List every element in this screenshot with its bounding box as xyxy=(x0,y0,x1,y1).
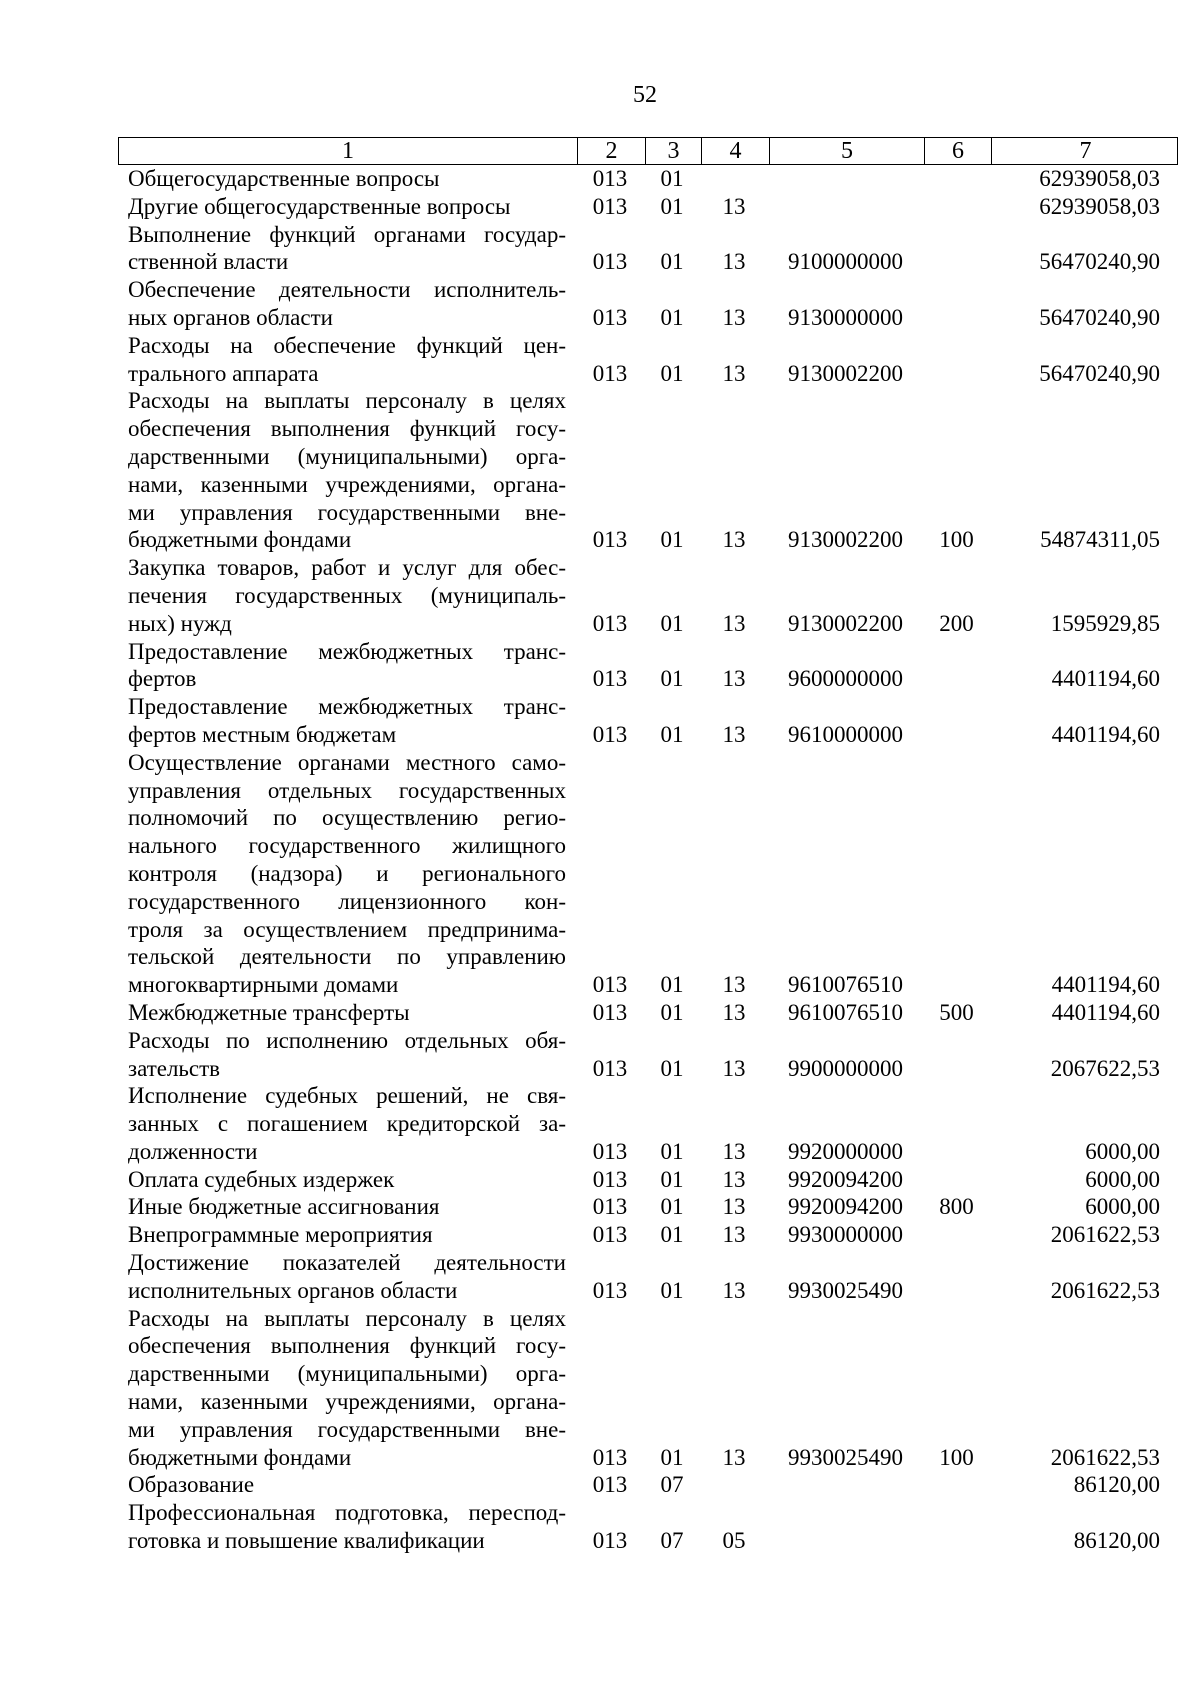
cell-col-5: 9920000000 xyxy=(788,1138,903,1164)
row-name-line: трального аппарата xyxy=(128,360,319,386)
row-name-line: Оплата судебных издержек xyxy=(128,1166,395,1192)
cell-col-6: 100 xyxy=(939,1444,974,1470)
cell-col-2: 013 xyxy=(592,1444,628,1470)
cell-col-7: 6000,00 xyxy=(1085,1166,1160,1192)
cell-col-4: 13 xyxy=(722,249,746,275)
row-name-line: Общегосударственные вопросы xyxy=(128,166,440,191)
row-name-line: Расходы на выплаты персоналу в целях xyxy=(128,1305,566,1331)
table-row xyxy=(118,332,1178,388)
table-row xyxy=(118,1221,1178,1249)
cell-col-2: 013 xyxy=(592,1194,628,1220)
row-name xyxy=(118,1499,576,1555)
row-name xyxy=(118,1305,576,1472)
cell-col-2: 013 xyxy=(592,610,628,636)
row-name-line: печения государственных (муниципаль- xyxy=(128,582,566,608)
row-name xyxy=(118,276,576,332)
row-name-line: исполнительных органов области xyxy=(128,1277,458,1303)
cell-col-7: 62939058,03 xyxy=(1039,166,1160,191)
cell-col-7: 62939058,03 xyxy=(1039,193,1160,219)
cell-col-5: 9900000000 xyxy=(788,1055,903,1081)
cell-col-4: 13 xyxy=(722,666,746,692)
cell-col-3: 01 xyxy=(660,166,684,191)
cell-col-7: 6000,00 xyxy=(1085,1138,1160,1164)
row-name-line: Расходы на выплаты персоналу в целях xyxy=(128,388,566,414)
cell-col-7: 56470240,90 xyxy=(1039,360,1160,386)
row-name-line: Обеспечение деятельности исполнитель- xyxy=(128,277,566,303)
row-name-line: нального государственного жилищного xyxy=(128,833,566,859)
cell-col-2: 013 xyxy=(592,249,628,275)
row-name xyxy=(118,1471,576,1499)
cell-col-2: 013 xyxy=(592,721,628,747)
cell-col-4: 13 xyxy=(722,1277,746,1303)
row-name-line: Межбюджетные трансферты xyxy=(128,999,410,1025)
table-row xyxy=(118,165,1178,193)
cell-col-4: 13 xyxy=(722,999,746,1025)
row-name-line: нами, казенными учреждениями, органа- xyxy=(128,471,566,497)
table-row xyxy=(118,638,1178,694)
cell-col-2: 013 xyxy=(592,1138,628,1164)
row-name-line: обеспечения выполнения функций госу- xyxy=(128,1333,566,1359)
cell-col-2: 013 xyxy=(592,1277,628,1303)
cell-col-4: 13 xyxy=(722,610,746,636)
row-name-line: дарственными (муниципальными) орга- xyxy=(128,1361,566,1387)
cell-col-4: 05 xyxy=(722,1528,746,1554)
row-name-line: тельской деятельности по управлению xyxy=(128,944,566,970)
cell-col-2: 013 xyxy=(592,999,628,1025)
table-row xyxy=(118,1499,1178,1555)
table-row xyxy=(118,1471,1178,1499)
row-name xyxy=(118,693,576,749)
row-name xyxy=(118,554,576,637)
table-header xyxy=(118,137,1178,165)
cell-col-6: 200 xyxy=(939,610,974,636)
budget-table xyxy=(118,137,1178,1555)
table-row xyxy=(118,554,1178,637)
table-row xyxy=(118,1082,1178,1165)
cell-col-5: 9610076510 xyxy=(788,972,903,998)
cell-col-4: 13 xyxy=(722,1166,746,1192)
cell-col-4: 13 xyxy=(722,972,746,998)
table-body xyxy=(118,165,1178,1555)
row-name xyxy=(118,1166,576,1194)
row-name-line: Осуществление органами местного само- xyxy=(128,749,566,775)
row-name-line: фертов xyxy=(128,666,197,692)
cell-col-6: 100 xyxy=(939,527,974,553)
row-name xyxy=(118,332,576,388)
row-name xyxy=(118,1221,576,1249)
cell-col-3: 01 xyxy=(660,193,684,219)
cell-col-4: 13 xyxy=(722,1138,746,1164)
cell-col-5: 9930025490 xyxy=(788,1277,903,1303)
row-name-line: контроля (надзора) и регионального xyxy=(128,860,566,886)
cell-col-2: 013 xyxy=(592,1472,628,1498)
row-name-line: государственного лицензионного кон- xyxy=(128,888,566,914)
row-name-line: фертов местным бюджетам xyxy=(128,721,397,747)
table-row xyxy=(118,193,1178,221)
row-name xyxy=(118,1082,576,1165)
cell-col-3: 01 xyxy=(660,1055,684,1081)
cell-col-7: 2061622,53 xyxy=(1050,1444,1160,1470)
cell-col-5: 9930000000 xyxy=(788,1222,903,1248)
cell-col-7: 4401194,60 xyxy=(1051,666,1160,692)
row-name-line: ми управления государственными вне- xyxy=(128,499,566,525)
cell-col-3: 01 xyxy=(660,1166,684,1192)
row-name-line: ственной власти xyxy=(128,249,289,275)
row-name-line: Иные бюджетные ассигнования xyxy=(128,1194,440,1220)
header-col-3: 3 xyxy=(645,138,701,165)
cell-col-5: 9130000000 xyxy=(788,304,903,330)
table-row xyxy=(118,1305,1178,1472)
table-row xyxy=(118,1027,1178,1083)
cell-col-3: 07 xyxy=(660,1472,684,1498)
cell-col-3: 01 xyxy=(660,1444,684,1470)
cell-col-4: 13 xyxy=(722,304,746,330)
cell-col-5: 9600000000 xyxy=(788,666,903,692)
cell-col-4: 13 xyxy=(722,360,746,386)
row-name-line: бюджетными фондами xyxy=(128,527,352,553)
cell-col-3: 01 xyxy=(660,304,684,330)
cell-col-3: 01 xyxy=(660,610,684,636)
cell-col-7: 4401194,60 xyxy=(1051,999,1160,1025)
row-name-line: троля за осуществлением предпринима- xyxy=(128,916,566,942)
row-name xyxy=(118,193,576,221)
row-name xyxy=(118,165,576,193)
cell-col-3: 07 xyxy=(660,1528,684,1554)
cell-col-5: 9610000000 xyxy=(788,721,903,747)
cell-col-6: 800 xyxy=(939,1194,974,1220)
row-name-line: ми управления государственными вне- xyxy=(128,1416,566,1442)
cell-col-2: 013 xyxy=(592,1528,628,1554)
cell-col-3: 01 xyxy=(660,1138,684,1164)
cell-col-2: 013 xyxy=(592,1222,628,1248)
cell-col-7: 2061622,53 xyxy=(1050,1222,1160,1248)
table-row xyxy=(118,1193,1178,1221)
row-name-line: готовка и повышение квалификации xyxy=(128,1528,485,1554)
cell-col-3: 01 xyxy=(660,972,684,998)
row-name xyxy=(118,999,576,1027)
cell-col-7: 86120,00 xyxy=(1073,1472,1160,1498)
header-col-2: 2 xyxy=(577,138,645,165)
page-number: 52 xyxy=(633,82,657,108)
cell-col-7: 4401194,60 xyxy=(1051,721,1160,747)
cell-col-4: 13 xyxy=(722,721,746,747)
row-name-line: занных с погашением кредиторской за- xyxy=(128,1111,566,1137)
row-name xyxy=(118,221,576,277)
cell-col-5: 9610076510 xyxy=(788,999,903,1025)
cell-col-5: 9130002200 xyxy=(788,527,903,553)
table-row xyxy=(118,387,1178,554)
header-col-6: 6 xyxy=(924,138,991,165)
cell-col-7: 54874311,05 xyxy=(1040,527,1160,553)
cell-col-7: 56470240,90 xyxy=(1039,249,1160,275)
cell-col-5: 9130002200 xyxy=(788,360,903,386)
row-name xyxy=(118,749,576,999)
header-col-7: 7 xyxy=(991,138,1179,165)
cell-col-6: 500 xyxy=(939,999,974,1025)
row-name xyxy=(118,387,576,554)
row-name-line: обеспечения выполнения функций госу- xyxy=(128,416,566,442)
cell-col-2: 013 xyxy=(592,972,628,998)
cell-col-7: 56470240,90 xyxy=(1039,304,1160,330)
table-row xyxy=(118,693,1178,749)
row-name-line: Выполнение функций органами государ- xyxy=(128,221,566,247)
row-name xyxy=(118,1027,576,1083)
row-name-line: полномочий по осуществлению регио- xyxy=(128,805,566,831)
cell-col-5: 9130002200 xyxy=(788,610,903,636)
row-name xyxy=(118,638,576,694)
cell-col-2: 013 xyxy=(592,1166,628,1192)
row-name-line: бюджетными фондами xyxy=(128,1444,352,1470)
row-name-line: Внепрограммные мероприятия xyxy=(128,1222,433,1248)
cell-col-2: 013 xyxy=(592,1055,628,1081)
header-col-4: 4 xyxy=(701,138,769,165)
cell-col-7: 6000,00 xyxy=(1085,1194,1160,1220)
table-row xyxy=(118,1166,1178,1194)
cell-col-3: 01 xyxy=(660,249,684,275)
cell-col-2: 013 xyxy=(592,193,628,219)
cell-col-4: 13 xyxy=(722,1444,746,1470)
cell-col-2: 013 xyxy=(592,527,628,553)
cell-col-5: 9100000000 xyxy=(788,249,903,275)
row-name-line: Закупка товаров, работ и услуг для обес- xyxy=(128,555,566,581)
cell-col-7: 1595929,85 xyxy=(1050,610,1160,636)
cell-col-3: 01 xyxy=(660,360,684,386)
row-name-line: управления отдельных государственных xyxy=(128,777,566,803)
row-name-line: Расходы на обеспечение функций цен- xyxy=(128,332,566,358)
table-row xyxy=(118,1249,1178,1305)
cell-col-4: 13 xyxy=(722,1222,746,1248)
cell-col-7: 4401194,60 xyxy=(1051,972,1160,998)
cell-col-3: 01 xyxy=(660,999,684,1025)
cell-col-2: 013 xyxy=(592,166,628,191)
cell-col-4: 13 xyxy=(722,193,746,219)
cell-col-3: 01 xyxy=(660,527,684,553)
row-name-line: ных) нужд xyxy=(128,610,232,636)
cell-col-3: 01 xyxy=(660,1277,684,1303)
row-name-line: Профессиональная подготовка, переспод- xyxy=(128,1500,566,1526)
cell-col-3: 01 xyxy=(660,1222,684,1248)
row-name-line: зательств xyxy=(128,1055,221,1081)
row-name-line: ных органов области xyxy=(128,304,333,330)
cell-col-3: 01 xyxy=(660,721,684,747)
cell-col-5: 9920094200 xyxy=(788,1166,903,1192)
table-row xyxy=(118,276,1178,332)
row-name-line: Предоставление межбюджетных транс- xyxy=(128,694,566,720)
cell-col-4: 13 xyxy=(722,1194,746,1220)
row-name-line: Исполнение судебных решений, не свя- xyxy=(128,1083,566,1109)
row-name-line: многоквартирными домами xyxy=(128,972,399,998)
row-name xyxy=(118,1249,576,1305)
header-col-1: 1 xyxy=(342,138,354,164)
header-col-5: 5 xyxy=(769,138,924,165)
cell-col-4: 13 xyxy=(722,1055,746,1081)
table-row xyxy=(118,999,1178,1027)
table-row xyxy=(118,221,1178,277)
row-name-line: Образование xyxy=(128,1472,255,1498)
cell-col-3: 01 xyxy=(660,666,684,692)
table-row xyxy=(118,749,1178,999)
cell-col-7: 86120,00 xyxy=(1073,1528,1160,1554)
cell-col-7: 2061622,53 xyxy=(1050,1277,1160,1303)
row-name-line: Достижение показателей деятельности xyxy=(128,1250,566,1276)
row-name-line: Другие общегосударственные вопросы xyxy=(128,193,511,219)
cell-col-3: 01 xyxy=(660,1194,684,1220)
cell-col-7: 2067622,53 xyxy=(1050,1055,1160,1081)
cell-col-2: 013 xyxy=(592,304,628,330)
row-name-line: долженности xyxy=(128,1138,258,1164)
row-name-line: Расходы по исполнению отдельных обя- xyxy=(128,1027,566,1053)
row-name xyxy=(118,1193,576,1221)
cell-col-5: 9930025490 xyxy=(788,1444,903,1470)
cell-col-4: 13 xyxy=(722,527,746,553)
cell-col-2: 013 xyxy=(592,360,628,386)
cell-col-5: 9920094200 xyxy=(788,1194,903,1220)
cell-col-2: 013 xyxy=(592,666,628,692)
row-name-line: нами, казенными учреждениями, органа- xyxy=(128,1389,566,1415)
row-name-line: Предоставление межбюджетных транс- xyxy=(128,638,566,664)
row-name-line: дарственными (муниципальными) орга- xyxy=(128,443,566,469)
